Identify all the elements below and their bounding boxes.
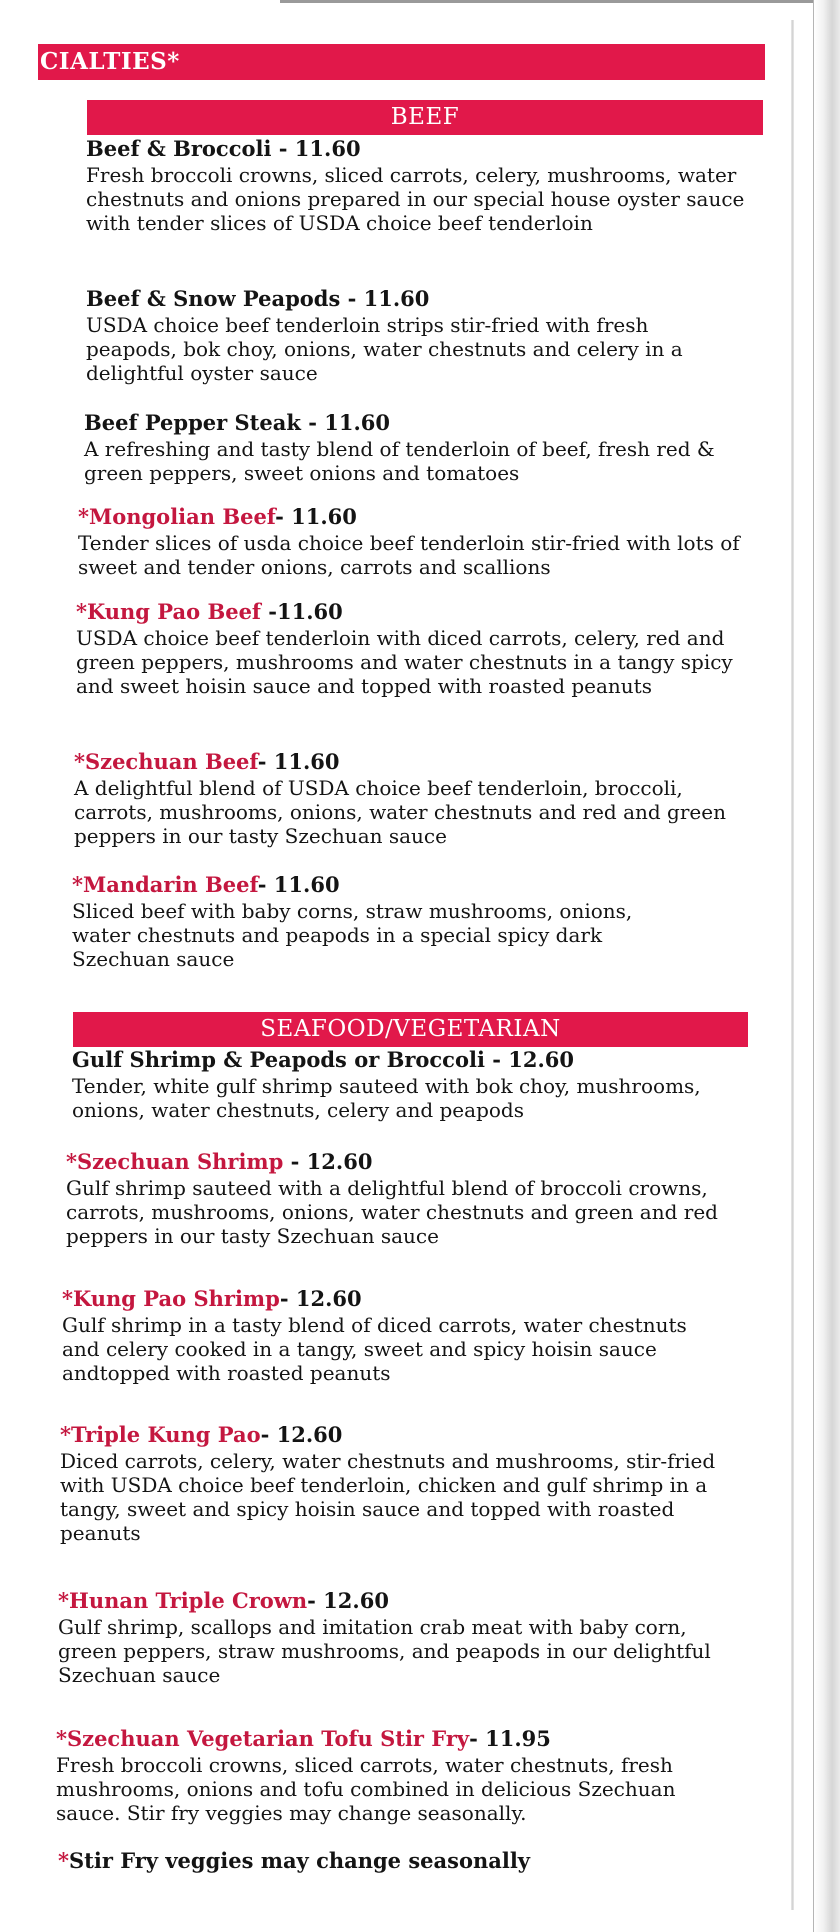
menu-item	[78, 504, 748, 579]
item-name: *Mandarin Beef	[72, 872, 258, 897]
item-description: Gulf shrimp sauteed with a delightful blend of broccoli crowns, carrots, mushrooms, onions, water chestnuts and green and red peppers in our tasty Szechuan sauce	[66, 1176, 718, 1248]
item-name: *Hunan Triple Crown	[58, 1588, 308, 1613]
item-name: Beef Pepper Steak	[84, 410, 301, 435]
item-price: - 11.60	[257, 872, 340, 897]
item-name: *Mongolian Beef	[78, 504, 276, 529]
page-top-shadow	[280, 0, 814, 3]
item-price: - 12.60	[279, 1286, 362, 1311]
item-price: -11.60	[260, 599, 343, 624]
item-description: USDA choice beef tenderloin with diced carrots, celery, red and green peppers, mushrooms and water chestnuts in a tangy spicy and sweet hoisin sauce and topped with roasted peanuts	[76, 626, 733, 698]
item-name: *Kung Pao Beef	[76, 599, 261, 624]
item-name: *Szechuan Vegetarian Tofu Stir Fry	[56, 1726, 470, 1751]
menu-item	[66, 1149, 726, 1248]
menu-item	[74, 749, 759, 848]
item-description: Gulf shrimp, scallops and imitation crab meat with baby corn, green peppers, straw mushrooms, and peapods in our delightful Szechuan sauce	[58, 1615, 711, 1687]
item-name: *Szechuan Shrimp	[66, 1149, 284, 1174]
item-name: *Kung Pao Shrimp	[62, 1286, 280, 1311]
item-description: A delightful blend of USDA choice beef tenderloin, broccoli, carrots, mushrooms, onions, water chestnuts and red and green peppers in our tasty Szechuan sauce	[74, 776, 726, 848]
item-price: - 12.60	[484, 1047, 575, 1072]
item-description: A refreshing and tasty blend of tenderloin of beef, fresh red & green peppers, sweet onions and tomatoes	[84, 437, 715, 485]
item-name: Beef & Snow Peapods	[86, 286, 341, 311]
item-description: Diced carrots, celery, water chestnuts and mushrooms, stir-fried with USDA choice beef tenderloin, chicken and gulf shrimp in a tangy, sweet and spicy hoisin sauce and topped with roasted peanuts	[60, 1449, 716, 1545]
page-edge	[813, 0, 840, 1932]
menu-item	[86, 286, 741, 385]
page-fold-line	[791, 20, 794, 1910]
item-price: - 11.95	[469, 1726, 551, 1751]
footnote-text: Stir Fry veggies may change seasonally	[68, 1848, 530, 1873]
section-header-seafood-vegetarian: SEAFOOD/VEGETARIAN	[73, 1012, 748, 1047]
seasonal-footnote	[58, 1848, 530, 1873]
item-price: - 11.60	[300, 410, 390, 435]
item-description: USDA choice beef tenderloin strips stir-fried with fresh peapods, bok choy, onions, water chestnuts and celery in a delightful oyster sauce	[86, 313, 683, 385]
menu-item	[62, 1286, 707, 1385]
menu-item	[76, 599, 761, 698]
item-price: - 12.60	[260, 1422, 343, 1447]
menu-item	[84, 410, 749, 485]
menu-item	[86, 136, 746, 235]
footnote-asterisk: *	[58, 1848, 69, 1873]
item-price: - 11.60	[271, 136, 361, 161]
item-description: Tender slices of usda choice beef tenderloin stir-fried with lots of sweet and tender onions, carrots and scallions	[78, 531, 740, 579]
item-name: *Szechuan Beef	[74, 749, 258, 774]
item-name: Beef & Broccoli	[86, 136, 272, 161]
section-header-beef: BEEF	[87, 100, 763, 135]
item-description: Fresh broccoli crowns, sliced carrots, celery, mushrooms, water chestnuts and onions prepared in our special house oyster sauce with tender slices of USDA choice beef tenderloin	[86, 163, 745, 235]
menu-item	[72, 1047, 742, 1122]
specialties-header-bar: CIALTIES*	[38, 44, 765, 80]
item-name: *Triple Kung Pao	[60, 1422, 261, 1447]
item-description: Fresh broccoli crowns, sliced carrots, water chestnuts, fresh mushrooms, onions and tofu combined in delicious Szechuan sauce. Stir fry veggies may change seasonally.	[56, 1753, 676, 1825]
item-price: - 12.60	[283, 1149, 373, 1174]
item-description: Gulf shrimp in a tasty blend of diced carrots, water chestnuts and celery cooked in a tangy, sweet and spicy hoisin sauce andtopped with roasted peanuts	[62, 1313, 687, 1385]
menu-item	[72, 872, 697, 971]
item-price: - 11.60	[275, 504, 357, 529]
item-price: - 11.60	[257, 749, 340, 774]
item-description: Sliced beef with baby corns, straw mushrooms, onions, water chestnuts and peapods in a special spicy dark Szechuan sauce	[72, 899, 633, 971]
menu-item	[60, 1422, 750, 1545]
item-price: - 12.60	[307, 1588, 389, 1613]
item-description: Tender, white gulf shrimp sauteed with bok choy, mushrooms, onions, water chestnuts, celery and peapods	[72, 1074, 701, 1122]
menu-item	[56, 1726, 746, 1825]
item-name: Gulf Shrimp & Peapods or Broccoli	[72, 1047, 485, 1072]
item-price: - 11.60	[340, 286, 430, 311]
menu-item	[58, 1588, 738, 1687]
